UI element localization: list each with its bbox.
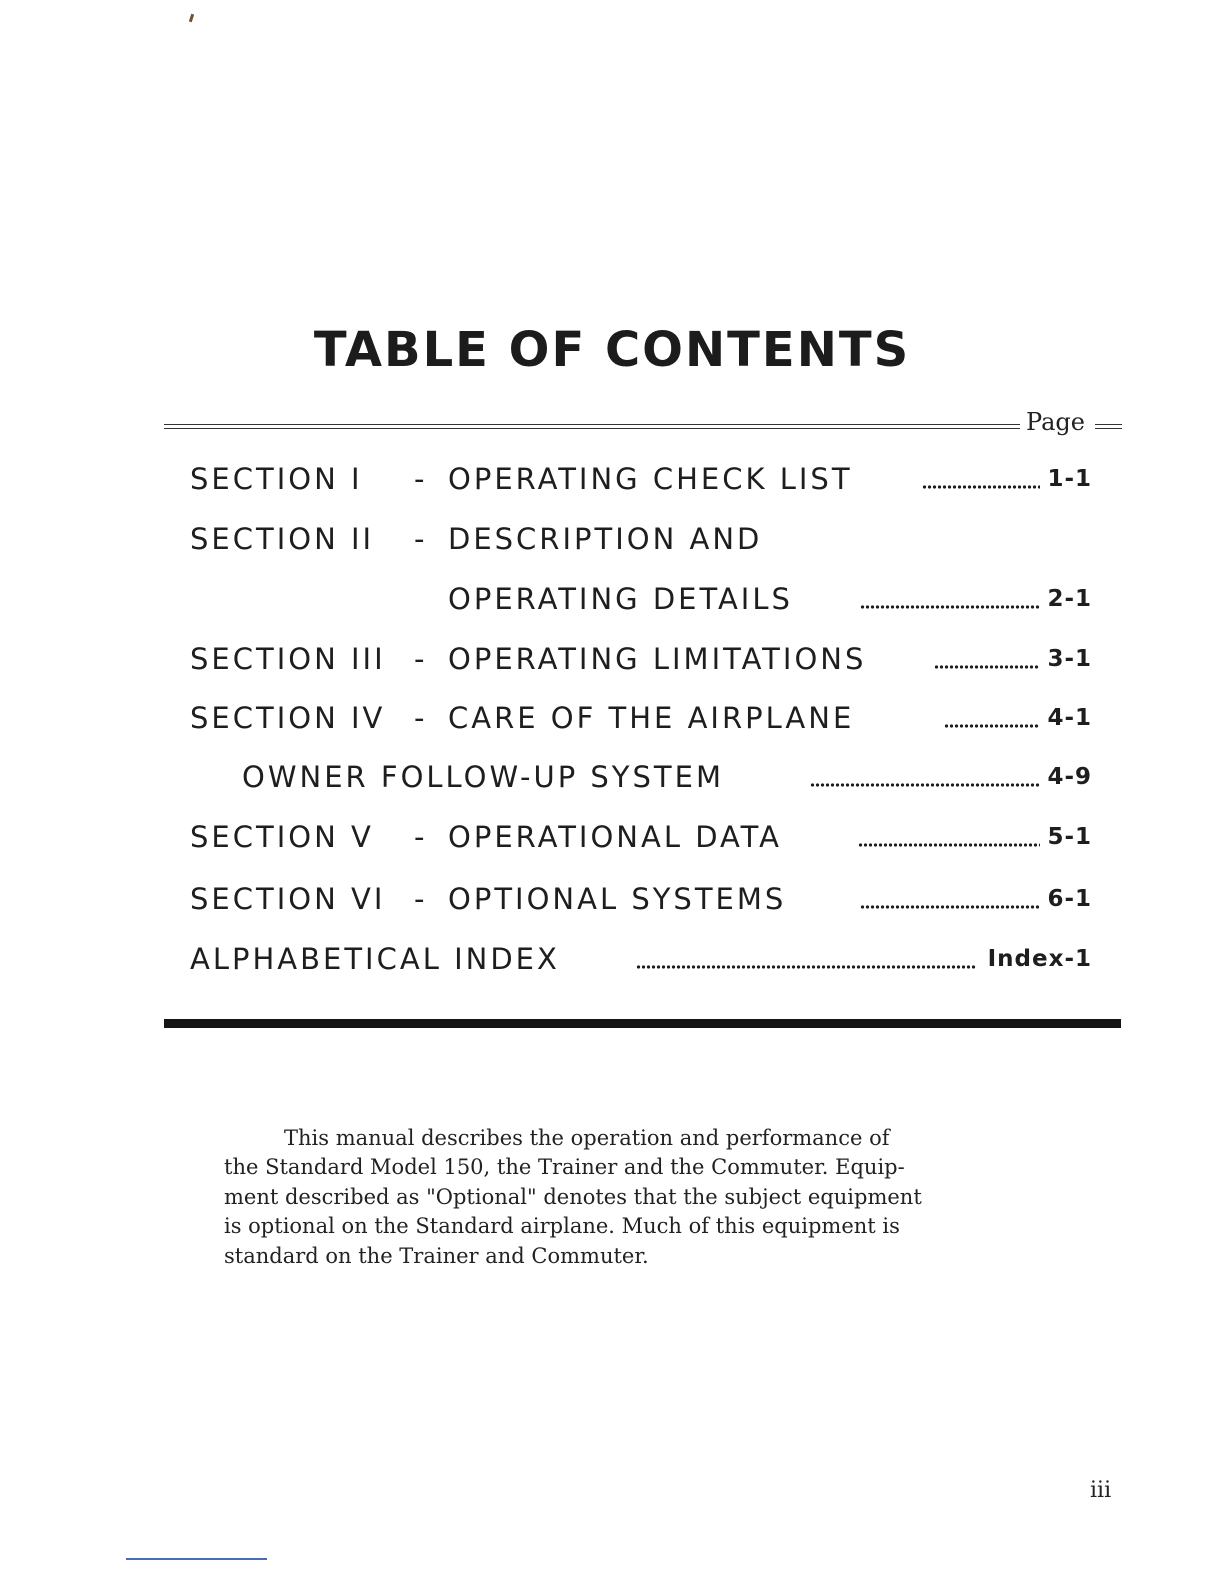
toc-entry-section-2 <box>190 522 1092 562</box>
toc-leader-dots <box>860 904 1040 910</box>
toc-entry-section-6 <box>190 882 1092 922</box>
note-line: the Standard Model 150, the Trainer and the Commuter. Equip- <box>224 1155 905 1180</box>
toc-page-number: Index-1 <box>987 946 1092 972</box>
toc-page-number: 2-1 <box>1047 586 1092 612</box>
toc-page-number: 1-1 <box>1047 466 1092 492</box>
toc-leader-dots <box>922 484 1040 490</box>
toc-leader-dots <box>944 723 1040 729</box>
note-line: ment described as "Optional" denotes that the subject equipment <box>224 1184 922 1209</box>
toc-title: OPERATING LIMITATIONS <box>448 642 867 676</box>
note-line: This manual describes the operation and performance of <box>284 1126 890 1150</box>
toc-separator: - <box>414 522 428 556</box>
toc-page-number: 5-1 <box>1047 824 1092 850</box>
toc-page-number: 4-1 <box>1047 705 1092 731</box>
toc-title: OPERATIONAL DATA <box>448 820 782 854</box>
toc-entry-section-3 <box>190 642 1092 682</box>
toc-separator: - <box>414 820 428 854</box>
toc-title: OPERATING CHECK LIST <box>448 462 853 496</box>
toc-leader-dots <box>858 842 1040 848</box>
toc-section-label: SECTION I <box>190 462 363 496</box>
note-line: is optional on the Standard airplane. Much of this equipment is <box>224 1214 900 1239</box>
header-double-rule-end <box>1095 424 1122 429</box>
toc-leader-dots <box>810 782 1040 788</box>
toc-title: OPTIONAL SYSTEMS <box>448 882 787 916</box>
page-column-label: Page <box>1026 408 1085 436</box>
note-line: standard on the Trainer and Commuter. <box>224 1243 649 1268</box>
toc-title: DESCRIPTION AND <box>448 522 763 556</box>
toc-entry-alphabetical-index <box>190 942 1092 982</box>
toc-entry-owner-follow-up <box>190 760 1092 800</box>
toc-section-label: ALPHABETICAL INDEX <box>190 942 560 976</box>
toc-separator: - <box>414 701 428 735</box>
toc-entry-section-4 <box>190 701 1092 741</box>
toc-page-number: 3-1 <box>1047 646 1092 672</box>
toc-leader-dots <box>636 964 976 970</box>
toc-section-label: SECTION V <box>190 820 374 854</box>
toc-entry-section-2-continued <box>190 582 1092 622</box>
section-divider-rule <box>164 1019 1121 1028</box>
toc-section-label: OWNER FOLLOW-UP SYSTEM <box>242 760 724 794</box>
page-number-folio: iii <box>1090 1478 1112 1503</box>
toc-page-number: 6-1 <box>1047 886 1092 912</box>
toc-leader-dots <box>860 604 1040 610</box>
scan-speck <box>189 14 194 23</box>
toc-separator: - <box>414 642 428 676</box>
toc-separator: - <box>414 882 428 916</box>
toc-entry-section-1 <box>190 462 1092 502</box>
toc-leader-dots <box>934 664 1040 670</box>
manual-description-paragraph <box>224 1124 1074 1271</box>
toc-separator: - <box>414 462 428 496</box>
toc-title: CARE OF THE AIRPLANE <box>448 701 855 735</box>
toc-section-label: SECTION VI <box>190 882 386 916</box>
toc-section-label: SECTION III <box>190 642 386 676</box>
toc-page-number: 4-9 <box>1047 764 1092 790</box>
bottom-edge-mark <box>126 1558 267 1560</box>
toc-section-label: SECTION IV <box>190 701 386 735</box>
toc-title: OPERATING DETAILS <box>448 582 793 616</box>
page-title: TABLE OF CONTENTS <box>313 322 911 378</box>
toc-entry-section-5 <box>190 820 1092 860</box>
header-double-rule <box>164 424 1020 429</box>
toc-page-column-header <box>164 408 1122 438</box>
toc-section-label: SECTION II <box>190 522 375 556</box>
